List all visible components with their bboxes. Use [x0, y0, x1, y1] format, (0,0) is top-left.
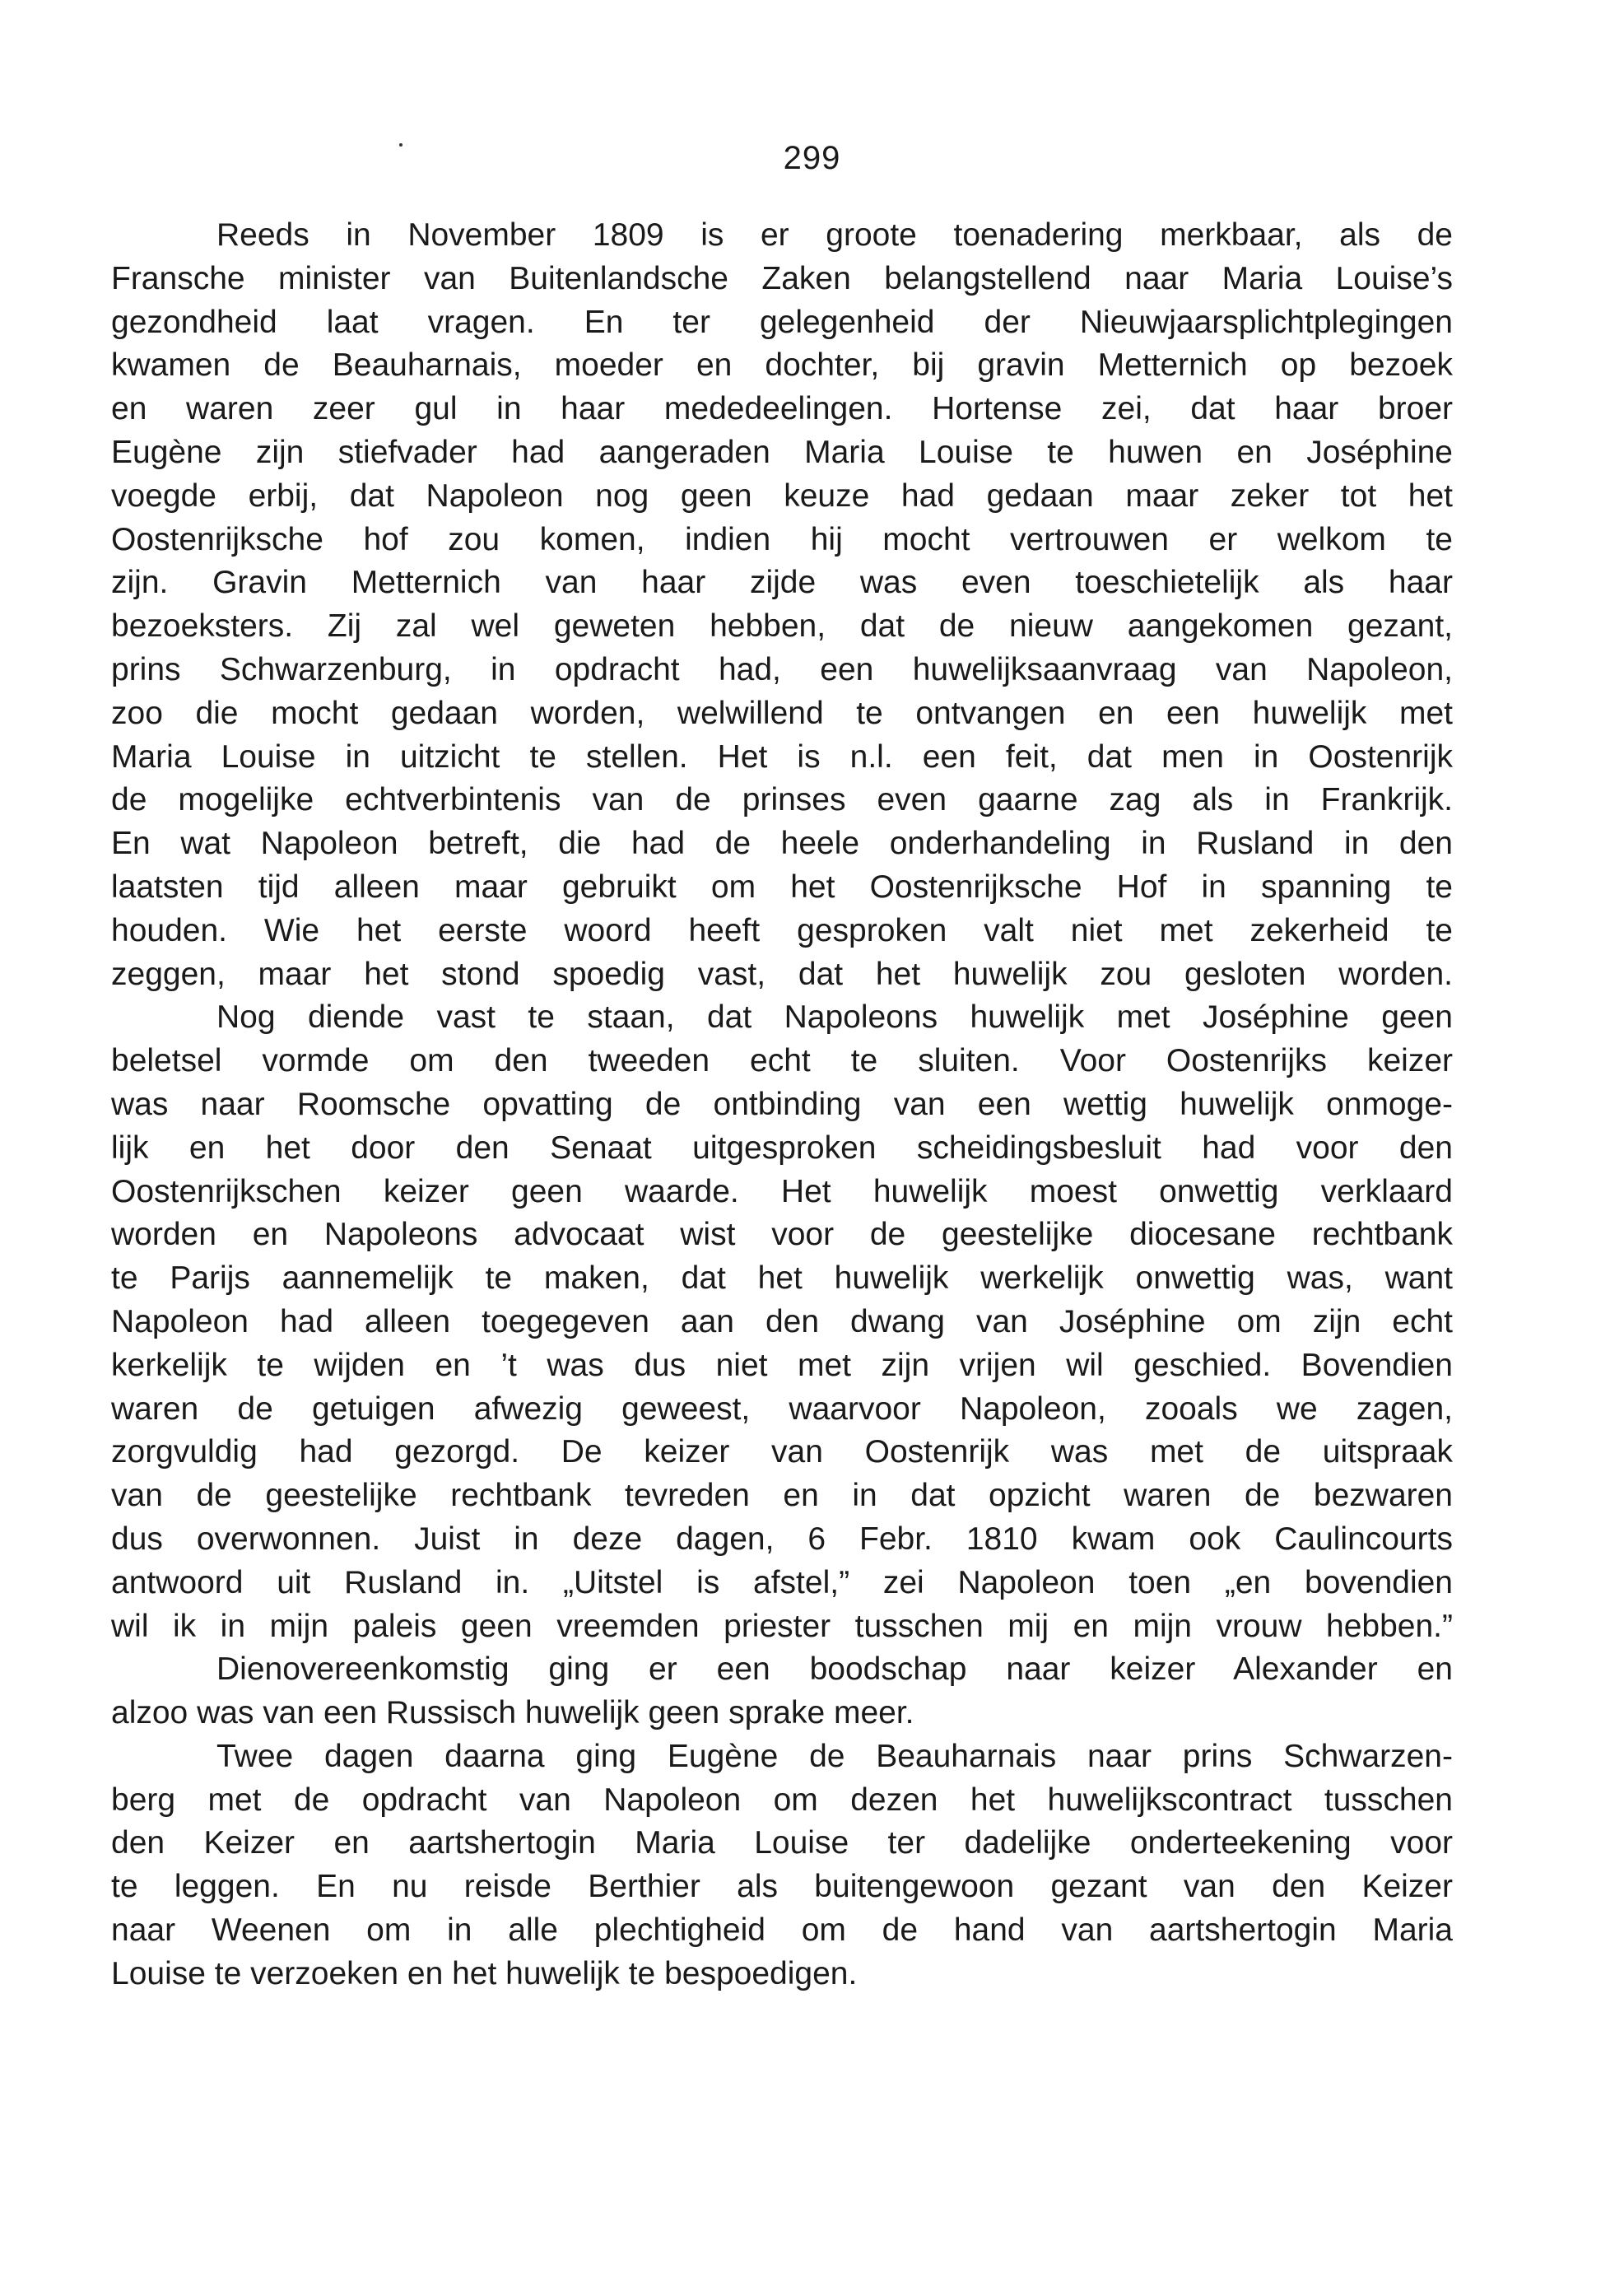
text-line: naar Weenen om in alle plechtigheid om de hand van aartshertogin Maria: [111, 1912, 1453, 1949]
text-line: de mogelijke echtverbintenis van de prinses even gaarne zag als in Frankrijk.: [111, 782, 1453, 818]
text-line: te leggen. En nu reisde Berthier als buitengewoon gezant van den Keizer: [111, 1869, 1453, 1905]
text-line: houden. Wie het eerste woord heeft gesproken valt niet met zekerheid te: [111, 912, 1453, 948]
text-line: zijn. Gravin Metternich van haar zijde was even toeschietelijk als haar: [111, 565, 1453, 601]
text-line: Oostenrijksche hof zou komen, indien hij mocht vertrouwen er welkom te: [111, 521, 1453, 557]
text-line: van de geestelijke rechtbank tevreden en in dat opzicht waren de bezwaren: [111, 1478, 1453, 1514]
text-line: voegde erbij, dat Napoleon nog geen keuze had gedaan maar zeker tot het: [111, 477, 1453, 514]
text-line: berg met de opdracht van Napoleon om dezen het huwelijkscontract tusschen: [111, 1782, 1453, 1818]
text-line: zorgvuldig had gezorgd. De keizer van Oostenrijk was met de uitspraak: [111, 1434, 1453, 1470]
text-line: lijk en het door den Senaat uitgesproken scheidingsbesluit had voor den: [111, 1130, 1453, 1166]
text-line: kwamen de Beauharnais, moeder en dochter, bij gravin Metternich op bezoek: [111, 347, 1453, 384]
text-line: prins Schwarzenburg, in opdracht had, een huwelijksaanvraag van Napoleon,: [111, 651, 1453, 687]
text-line: Maria Louise in uitzicht te stellen. Het is n.l. een feit, dat men in Oostenrijk: [111, 738, 1453, 775]
text-line: worden en Napoleons advocaat wist voor de geestelijke diocesane rechtbank: [111, 1217, 1453, 1253]
text-line: gezondheid laat vragen. En ter gelegenheid der Nieuwjaarsplichtplegingen: [111, 304, 1453, 340]
text-line: zeggen, maar het stond spoedig vast, dat het huwelijk zou gesloten worden.: [111, 956, 1453, 992]
text-line: zoo die mocht gedaan worden, welwillend te ontvangen en een huwelijk met: [111, 695, 1453, 731]
text-line: antwoord uit Rusland in. „Uitstel is afstel,” zei Napoleon toen „en bovendien: [111, 1564, 1453, 1600]
text-line: was naar Roomsche opvatting de ontbinding van een wettig huwelijk onmoge-: [111, 1086, 1453, 1122]
text-line: wil ik in mijn paleis geen vreemden priester tusschen mij en mijn vrouw hebben.”: [111, 1608, 1453, 1644]
text-line: den Keizer en aartshertogin Maria Louise ter dadelijke onderteekening voor: [111, 1825, 1453, 1861]
text-line: dus overwonnen. Juist in deze dagen, 6 Febr. 1810 kwam ook Caulincourts: [111, 1521, 1453, 1557]
text-line: Nog diende vast te staan, dat Napoleons huwelijk met Joséphine geen: [216, 999, 1453, 1036]
text-line: Reeds in November 1809 is er groote toenadering merkbaar, als de: [216, 217, 1453, 253]
text-line: En wat Napoleon betreft, die had de heele onderhandeling in Rusland in den: [111, 826, 1453, 862]
text-line: Eugène zijn stiefvader had aangeraden Maria Louise te huwen en Joséphine: [111, 434, 1453, 470]
text-line: Dienovereenkomstig ging er een boodschap naar keizer Alexander en: [216, 1651, 1453, 1688]
page-number: 299: [783, 140, 841, 176]
text-line: bezoeksters. Zij zal wel geweten hebben, dat de nieuw aangekomen gezant,: [111, 608, 1453, 645]
text-line: Louise te verzoeken en het huwelijk te bespoedigen.: [111, 1955, 858, 1991]
text-line: en waren zeer gul in haar mededeelingen. Hortense zei, dat haar broer: [111, 391, 1453, 427]
text-line: Twee dagen daarna ging Eugène de Beauharnais naar prins Schwarzen-: [216, 1738, 1453, 1774]
text-line: Fransche minister van Buitenlandsche Zaken belangstellend naar Maria Louise’s: [111, 260, 1453, 296]
text-line: kerkelijk te wijden en ’t was dus niet met zijn vrijen wil geschied. Bovendien: [111, 1347, 1453, 1383]
text-line: waren de getuigen afwezig geweest, waarvoor Napoleon, zooals we zagen,: [111, 1390, 1453, 1427]
text-line: alzoo was van een Russisch huwelijk geen sprake meer.: [111, 1695, 914, 1731]
text-line: te Parijs aannemelijk te maken, dat het huwelijk werkelijk onwettig was, want: [111, 1260, 1453, 1297]
text-line: laatsten tijd alleen maar gebruikt om het Oostenrijksche Hof in spanning te: [111, 869, 1453, 905]
body-text: [111, 214, 1453, 1996]
text-line: Oostenrijkschen keizer geen waarde. Het huwelijk moest onwettig verklaard: [111, 1173, 1453, 1209]
text-line: beletsel vormde om den tweeden echt te sluiten. Voor Oostenrijks keizer: [111, 1043, 1453, 1079]
text-line: Napoleon had alleen toegegeven aan den dwang van Joséphine om zijn echt: [111, 1303, 1453, 1339]
